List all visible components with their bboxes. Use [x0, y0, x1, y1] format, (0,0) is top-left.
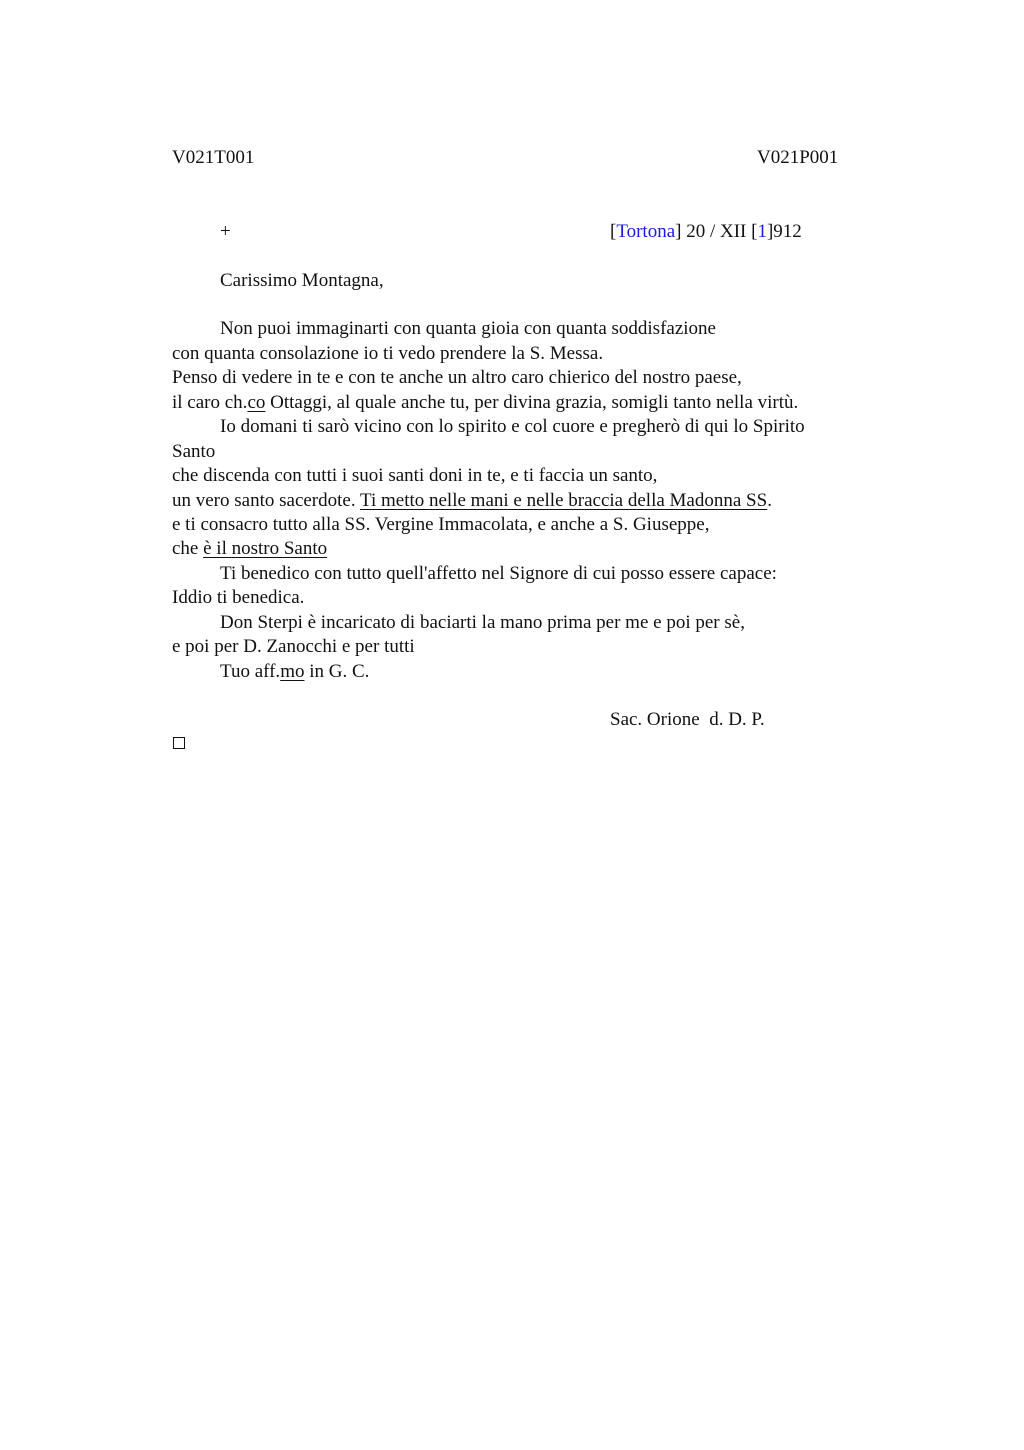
salutation: Carissimo Montagna,	[220, 270, 384, 291]
body-line: Penso di vedere in te e con te anche un altro caro chierico del nostro paese,	[172, 367, 742, 388]
bracket: ]	[766, 221, 774, 242]
underlined-text: mo	[280, 661, 305, 682]
body-line: e ti consacro tutto alla SS. Vergine Immacolata, e anche a S. Giuseppe,	[172, 514, 710, 535]
place-name: Tortona	[616, 221, 676, 242]
body-line: che è il nostro Santo	[172, 538, 328, 559]
body-line: un vero santo sacerdote. Ti metto nelle mani e nelle braccia della Madonna SS.	[172, 490, 772, 511]
bracket: [	[751, 221, 758, 242]
square-marker-icon	[173, 737, 185, 749]
document-code-left: V021T001	[172, 147, 255, 168]
body-line: e poi per D. Zanocchi e per tutti	[172, 636, 415, 657]
signature: Sac. Orione d. D. P.	[610, 709, 765, 730]
year-digit: 1	[757, 221, 767, 242]
date-text: 20 / XII	[681, 221, 752, 242]
body-line: Iddio ti benedica.	[172, 587, 305, 608]
body-line: Don Sterpi è incaricato di baciarti la mano prima per me e poi per sè,	[220, 612, 745, 633]
bracket: [	[610, 221, 617, 242]
bracket: ]	[675, 221, 682, 242]
body-line: Io domani ti sarò vicino con lo spirito e col cuore e pregherò di qui lo Spirito	[220, 416, 805, 437]
year-rest: 912	[773, 221, 802, 242]
body-line: il caro ch.co Ottaggi, al quale anche tu, per divina grazia, somigli tanto nella virtù.	[172, 392, 799, 413]
dateline	[610, 220, 802, 244]
body-line: Santo	[172, 441, 216, 462]
body-line: che discenda con tutti i suoi santi doni in te, e ti faccia un santo,	[172, 465, 658, 486]
underlined-text: Ti metto nelle mani e nelle braccia della Madonna SS	[360, 490, 768, 511]
body-line: con quanta consolazione io ti vedo prendere la S. Messa.	[172, 343, 604, 364]
closing-line: Tuo aff.mo in G. C.	[220, 661, 370, 682]
body-line: Ti benedico con tutto quell'affetto nel Signore di cui posso essere capace:	[220, 563, 777, 584]
underlined-text: co	[247, 392, 266, 413]
document-code-right: V021P001	[757, 147, 839, 168]
underlined-text: è il nostro Santo	[203, 538, 328, 559]
body-line: Non puoi immaginarti con quanta gioia con quanta soddisfazione	[220, 318, 716, 339]
cross-mark: +	[220, 221, 231, 242]
